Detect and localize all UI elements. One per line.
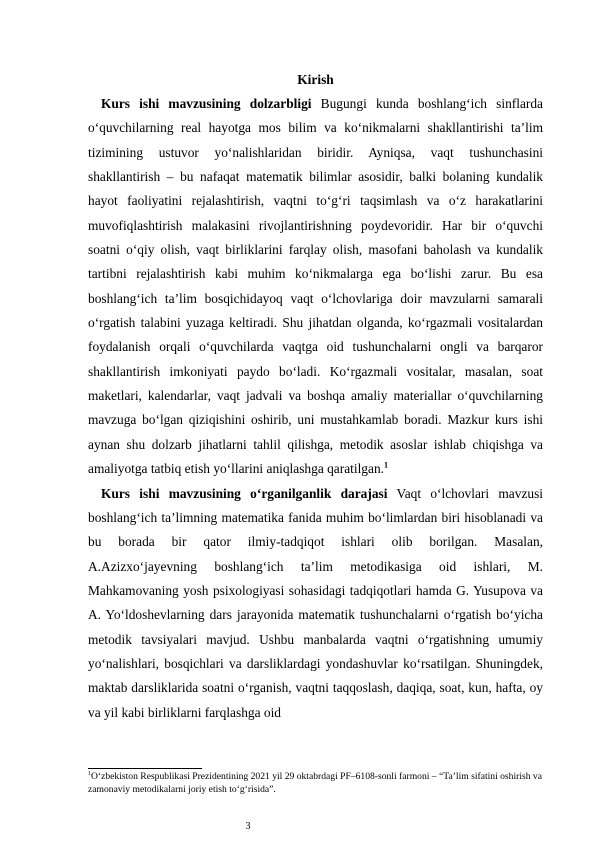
footnote-reference[interactable]: 1 <box>384 460 388 470</box>
document-page <box>88 70 543 725</box>
footnote-text: O‘zbekiston Respublikasi Prezidentining 2021 yil 29 oktabrdagi PF–6108-sonli farmoni – “Ta’lim sifatini oshirish va zamonaviy metodikalarni joriy etish to‘g‘risida”. <box>88 771 542 795</box>
footnote <box>88 771 543 796</box>
relevance-paragraph <box>88 92 543 482</box>
section-title: Kirish <box>297 72 334 87</box>
study-level-lead: Kurs ishi mavzusining o‘rganilganlik darajasi <box>101 485 388 501</box>
footnote-marker: 1 <box>88 770 91 777</box>
relevance-lead: Kurs ishi mavzusining dolzarbligi <box>101 96 312 111</box>
study-level-paragraph <box>88 482 543 725</box>
footnote-divider <box>88 768 202 769</box>
relevance-body: Bugungi kunda boshlang‘ich sinflarda o‘quvchilarning real hayotga mos bilim va ko‘nikmalarni shakllantirishi ta’lim tizimining ustuvor yo‘nalishlaridan biridir. Ayniqsa, vaqt tushunchasini shakllantirish – bu nafaqat matematik bilimlar asosidir, balki bolaning kundalik hayot faoliyatini rejalashtirish, vaqtni to‘g‘ri taqsimlash va o‘z harakatlarini muvofiqlashtirish malakasini rivojlantirishning poydevoridir. Har bir o‘quvchi soatni o‘qiy olish, vaqt birliklarini farqlay olish, masofani baholash va kundalik tartibni rejalashtirish kabi muhim ko‘nikmalarga ega bo‘lishi zarur. Bu esa boshlang‘ich ta’lim bosqichidayoq vaqt o‘lchovlariga doir mavzularni samarali o‘rgatish talabini yuzaga keltiradi. Shu jihatdan olganda, ko‘rgazmali vositalardan foydalanish orqali o‘quvchilarda vaqtga oid tushunchalarni ongli va barqaror shakllantirish imkoniyati paydo bo‘ladi. Ko‘rgazmali vositalar, masalan, soat maketlari, kalendarlar, vaqt jadvali va boshqa amaliy materiallar o‘quvchilarning mavzuga bo‘lgan qiziqishini oshirib, uni mustahkamlab boradi. Mazkur kurs ishi aynan shu dolzarb jihatlarni tahlil qilishga, metodik asoslar ishlab chiqishga va amaliyotga tatbiq etish yo‘llarini aniqlashga qaratilgan. <box>88 96 543 477</box>
page-number: 3 <box>245 821 251 832</box>
study-level-body: Vaqt o‘lchovlari mavzusi boshlang‘ich ta’limning matematika fanida muhim bo‘limlardan biri hisoblanadi va bu borada bir qator ilmiy-tadqiqot ishlari olib borilgan. Masalan, A.Azizxo‘jayevning boshlang‘ich ta’lim metodikasiga oid ishlari, M. Mahkamovaning yosh psixologiyasi sohasidagi tadqiqotlari hamda G. Yusupova va A. Yo‘ldoshevlarning dars jarayonida matematik tushunchalarni o‘rgatish bo‘yicha metodik tavsiyalari mavjud. Ushbu manbalarda vaqtni o‘rgatishning umumiy yo‘nalishlari, bosqichlari va darsliklardagi yondashuvlar ko‘rsatilgan. Shuningdek, maktab darsliklarida soatni o‘rganish, vaqtni taqqoslash, daqiqa, soat, kun, hafta, oy va yil kabi birliklarni farqlashga oid <box>88 485 544 720</box>
